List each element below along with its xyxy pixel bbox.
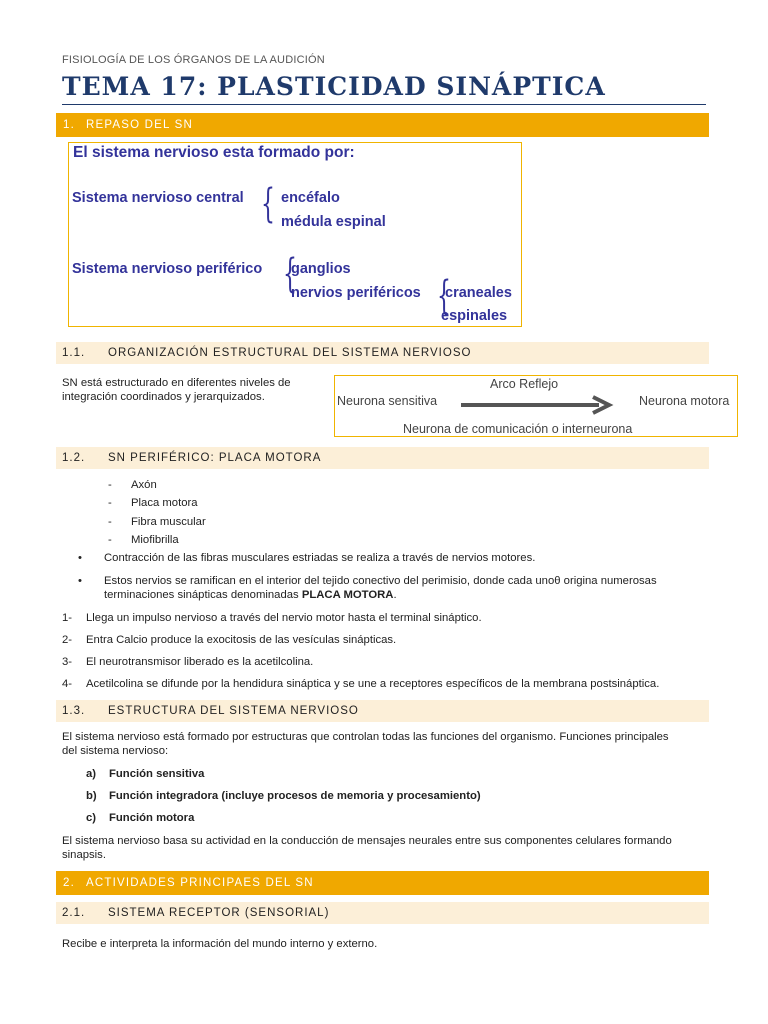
subsection-heading-1-1 [56,342,709,364]
dash-marker: - [108,497,112,509]
list-item: Miofibrilla [131,534,179,546]
bullet-text-line [104,589,397,601]
medula-label: médula espinal [281,214,386,230]
dash-marker: - [108,479,112,491]
subsection-number: 1.3. [62,705,86,717]
step-number: 2- [62,634,73,646]
document-subtitle: FISIOLOGÍA DE LOS ÓRGANOS DE LA AUDICIÓN [62,54,325,66]
bullet-marker: • [78,552,82,564]
placa-motora-term: PLACA MOTORA [301,589,394,601]
section-number: 1. [63,119,75,131]
section-heading-1 [56,113,709,137]
figure-heading: El sistema nervioso esta formado por: [73,144,355,161]
paragraph-line: SN está estructurado en diferentes niveles de [62,377,291,389]
step-number: 3- [62,656,73,668]
neurona-sensitiva-label: Neurona sensitiva [337,394,438,408]
step-number: 1- [62,612,73,624]
subsection-number: 1.2. [62,452,86,464]
step-text: Entra Calcio produce la exocitosis de las vesículas sinápticas. [86,634,397,646]
arrow-right-icon [459,394,619,418]
function-item: Función motora [109,812,195,824]
paragraph-line: Recibe e interpreta la información del mundo interno y externo. [62,938,378,950]
subsection-number: 1.1. [62,347,86,359]
brace-icon: { [437,273,451,319]
ganglios-label: ganglios [291,261,351,277]
reflex-arc-figure [334,375,738,437]
section-heading-2 [56,871,709,895]
brace-icon: { [261,181,275,227]
step-text: El neurotransmisor liberado es la acetilcolina. [86,656,314,668]
dash-marker: - [108,516,112,528]
section-title: ACTIVIDADES PRINCIPAES DEL SN [86,877,314,889]
paragraph-line: del sistema nervioso: [62,745,169,757]
neurona-motora-label: Neurona motora [639,394,730,408]
encefalo-label: encéfalo [281,190,340,206]
function-letter: c) [86,812,97,824]
nervous-system-figure [68,142,522,327]
subsection-heading-1-3 [56,700,709,722]
function-item: Función sensitiva [109,768,205,780]
function-item: Función integradora (incluye procesos de memoria y procesamiento) [109,790,481,802]
bullet-text: terminaciones sinápticas denominadas [104,589,302,601]
paragraph-line: El sistema nervioso está formado por estructuras que controlan todas las funciones del organismo. Funciones principales [62,731,669,743]
list-item: Placa motora [131,497,198,509]
subsection-title: SISTEMA RECEPTOR (SENSORIAL) [108,907,330,919]
brace-icon: { [283,251,297,297]
list-item: Fibra muscular [131,516,206,528]
section-title: REPASO DEL SN [86,119,193,131]
subsection-title: ORGANIZACIÓN ESTRUCTURAL DEL SISTEMA NERVIOSO [108,347,472,359]
peripheral-nervous-system-label: Sistema nervioso periférico [72,261,263,277]
dash-marker: - [108,534,112,546]
title-divider [62,104,706,105]
subsection-heading-2-1 [56,902,709,924]
step-text: Acetilcolina se difunde por la hendidura sináptica y se une a receptores específicos de la membrana postsináptica. [86,678,660,690]
subsection-title: ESTRUCTURA DEL SISTEMA NERVIOSO [108,705,359,717]
nervios-perifericos-label: nervios periféricos [291,285,421,301]
subsection-heading-1-2 [56,447,709,469]
bullet-marker: • [78,575,82,587]
paragraph-line: sinapsis. [62,849,106,861]
craneales-label: craneales [445,285,512,301]
bullet-text: Estos nervios se ramifican en el interior del tejido conectivo del perimisio, donde cada unoθ origina numerosas [104,575,657,587]
section-number: 2. [63,877,75,889]
espinales-label: espinales [441,308,508,324]
page-title: TEMA 17: PLASTICIDAD SINÁPTICA [62,72,606,101]
central-nervous-system-label: Sistema nervioso central [72,190,244,206]
function-letter: a) [86,768,97,780]
bullet-text: Contracción de las fibras musculares estriadas se realiza a través de nervios motores. [104,552,536,564]
step-number: 4- [62,678,73,690]
interneurona-label: Neurona de comunicación o interneurona [403,422,633,436]
step-text: Llega un impulso nervioso a través del nervio motor hasta el terminal sináptico. [86,612,482,624]
list-item: Axón [131,479,157,491]
function-letter: b) [86,790,97,802]
subsection-title: SN PERIFÉRICO: PLACA MOTORA [108,452,322,464]
paragraph-line: El sistema nervioso basa su actividad en la conducción de mensajes neurales entre sus componentes celulares formando [62,835,672,847]
bullet-text: . [393,589,397,601]
arco-reflejo-label: Arco Reflejo [490,377,559,391]
paragraph-line: integración coordinados y jerarquizados. [62,391,265,403]
subsection-number: 2.1. [62,907,86,919]
